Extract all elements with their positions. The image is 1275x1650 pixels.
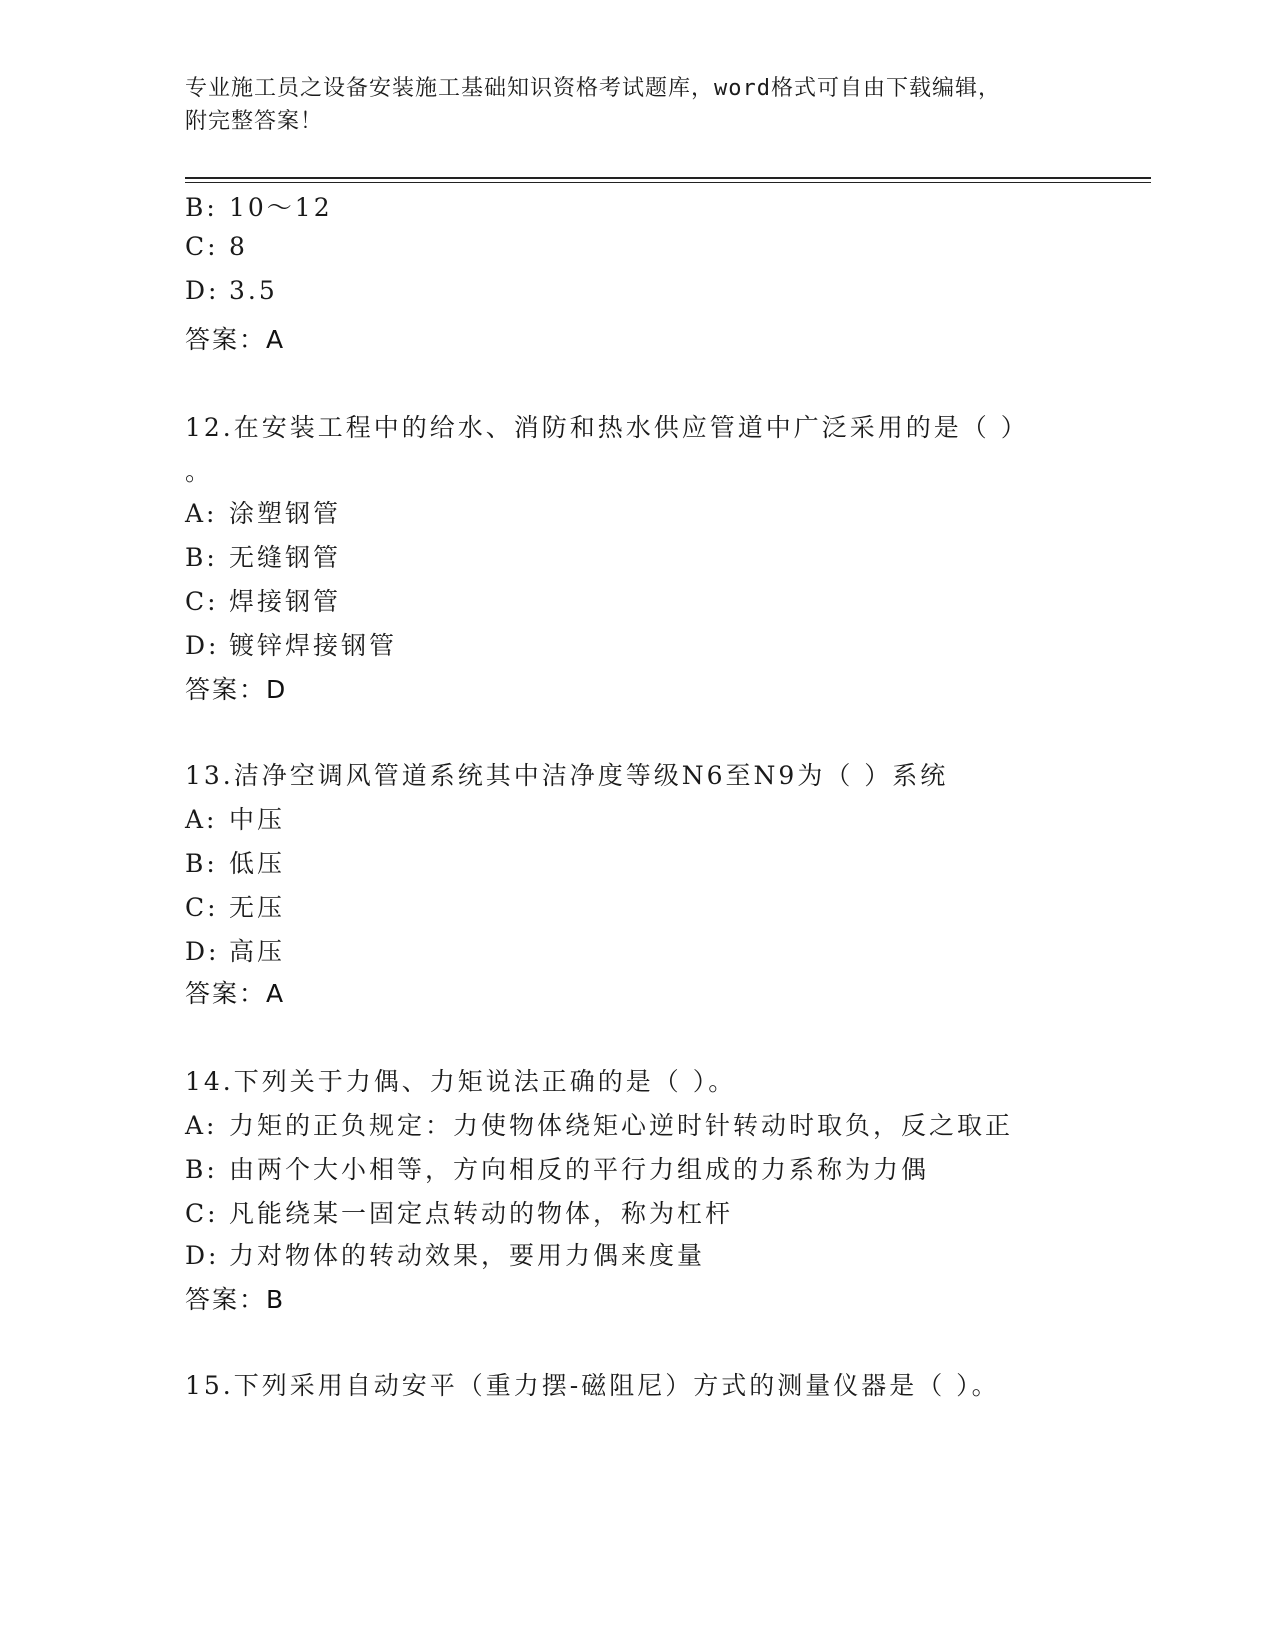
q13-option-d: D: 高压 <box>185 937 286 966</box>
document-header <box>185 72 1085 138</box>
q14-stem: 14.下列关于力偶、力矩说法正确的是（ ）。 <box>185 1067 737 1096</box>
q12-option-c: C: 焊接钢管 <box>185 587 342 616</box>
q12-answer: 答案：D <box>185 675 288 704</box>
q13-option-b: B: 低压 <box>185 849 286 878</box>
q11-option-d: D: 3.5 <box>185 276 278 305</box>
q12-stem: 12.在安装工程中的给水、消防和热水供应管道中广泛采用的是（ ） <box>185 413 1029 442</box>
q14-option-d: D: 力对物体的转动效果，要用力偶来度量 <box>185 1241 706 1270</box>
q15-stem: 15.下列采用自动安平（重力摆-磁阻尼）方式的测量仪器是（ ）。 <box>185 1371 1000 1400</box>
q11-option-c: C: 8 <box>185 232 248 261</box>
q11-answer: 答案：A <box>185 325 286 354</box>
header-divider-thin <box>185 182 1151 183</box>
q14-option-a: A: 力矩的正负规定：力使物体绕矩心逆时针转动时取负，反之取正 <box>185 1111 1014 1140</box>
q13-stem: 13.洁净空调风管道系统其中洁净度等级N6至N9为（ ）系统 <box>185 761 949 790</box>
q12-option-a: A: 涂塑钢管 <box>185 499 342 528</box>
header-line-2: 附完整答案！ <box>185 109 324 134</box>
q14-option-c: C: 凡能绕某一固定点转动的物体，称为杠杆 <box>185 1199 734 1228</box>
q12-stem-continuation: 。 <box>185 457 214 486</box>
q14-option-b: B: 由两个大小相等，方向相反的平行力组成的力系称为力偶 <box>185 1155 930 1184</box>
q13-option-c: C: 无压 <box>185 893 286 922</box>
q14-answer: 答案：B <box>185 1285 286 1314</box>
q13-answer: 答案：A <box>185 979 286 1008</box>
q12-option-b: B: 无缝钢管 <box>185 543 342 572</box>
q13-option-a: A: 中压 <box>185 805 286 834</box>
q11-option-b: B: 10～12 <box>185 193 333 222</box>
header-line-1: 专业施工员之设备安装施工基础知识资格考试题库，word格式可自由下载编辑， <box>185 76 1001 101</box>
q12-option-d: D: 镀锌焊接钢管 <box>185 631 398 660</box>
header-divider-thick <box>185 177 1151 179</box>
